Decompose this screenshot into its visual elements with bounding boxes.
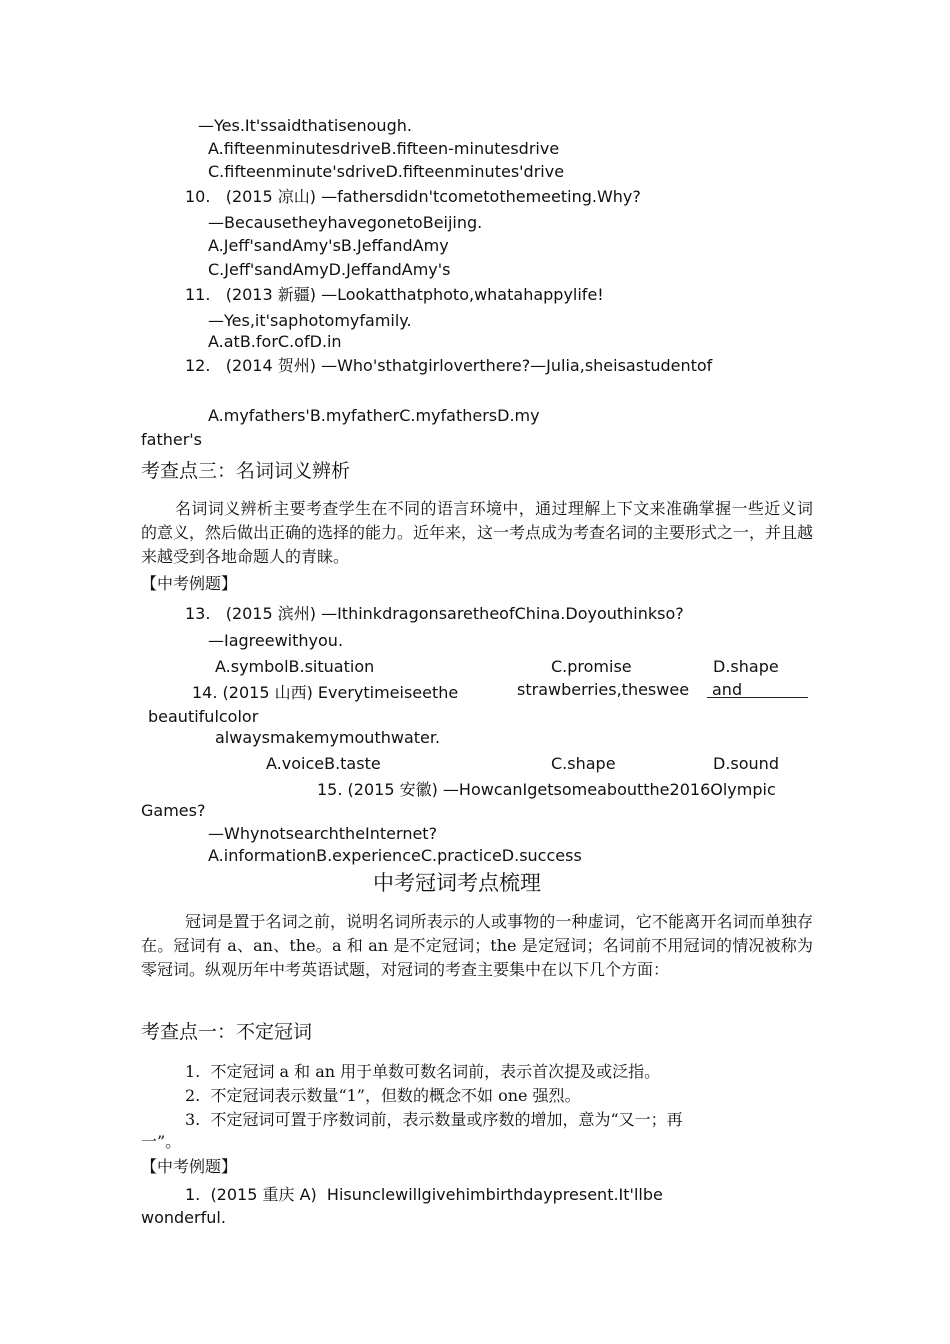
rule-item: 3. 不定冠词可置于序数词前，表示数量或序数的增加，意为“又一；再	[185, 1110, 683, 1129]
text-line: wonderful.	[141, 1208, 226, 1227]
text-line: —BecausetheyhavegonetoBeijing.	[208, 213, 483, 232]
question-11: 11. (2013 新疆) —Lookatthatphoto,whatahappylife!	[185, 285, 604, 304]
page-title: 中考冠词考点梳理	[373, 871, 541, 895]
rule-item: 1. 不定冠词 a 和 an 用于单数可数名词前，表示首次提及或泛指。	[185, 1062, 661, 1081]
question-12: 12. (2014 贺州) —Who'sthatgirloverthere?—Julia,sheisastudentof	[185, 356, 713, 375]
text-fragment: and	[712, 680, 743, 699]
answer-options: A.Jeff'sandAmy'sB.JeffandAmy	[208, 236, 449, 255]
question-10: 10. (2015 凉山) —fathersdidn'tcometothemeeting.Why?	[185, 187, 641, 206]
text-line: —Yes.It'ssaidthatisenough.	[198, 116, 412, 135]
text-line: alwaysmakemymouthwater.	[215, 728, 441, 747]
section-heading: 考查点一：不定冠词	[141, 1021, 313, 1043]
question-13: 13. (2015 滨州) —IthinkdragonsaretheofChina.Doyouthinkso?	[185, 604, 684, 623]
answer-options: A.voiceB.taste	[266, 754, 381, 773]
answer-option: C.promise	[551, 657, 632, 676]
rule-item: 2. 不定冠词表示数量“1”，但数的概念不如 one 强烈。	[185, 1086, 581, 1105]
text-line: —WhynotsearchtheInternet?	[208, 824, 438, 843]
text-fragment: strawberries,theswee	[517, 680, 690, 699]
text-line: —Yes,it'saphotomyfamily.	[208, 311, 412, 330]
text-line: Games?	[141, 801, 206, 820]
answer-option: C.shape	[551, 754, 616, 773]
answer-options: C.Jeff'sandAmyD.JeffandAmy's	[208, 260, 451, 279]
section-heading: 考查点三：名词词义辨析	[141, 460, 351, 482]
section-paragraph: 冠词是置于名词之前，说明名词所表示的人或事物的一种虚词，它不能离开名词而单独存在。冠词有 a、an、the。a 和 an 是不定冠词；the 是定冠词；名词前不用冠词的情况被称为零冠词。纵观历年中考英语试题，对冠词的考查主要集中在以下几个方面：	[141, 912, 813, 979]
example-label: 【中考例题】	[141, 574, 238, 593]
question-14: 14. (2015 山西) Everytimeiseethe	[192, 683, 459, 702]
question-a1: 1. (2015 重庆 A) Hisunclewillgivehimbirthdaypresent.It'llbe	[185, 1185, 663, 1204]
rule-item-cont: 一”。	[141, 1132, 182, 1151]
text-line: —Iagreewithyou.	[208, 631, 344, 650]
answer-options: A.myfathers'B.myfatherC.myfathersD.my	[208, 406, 540, 425]
section-paragraph: 名词词义辨析主要考查学生在不同的语言环境中，通过理解上下文来准确掌握一些近义词的意义，然后做出正确的选择的能力。近年来，这一考点成为考查名词的主要形式之一，并且越来越受到各地命题人的青睐。	[141, 499, 814, 566]
text-line: beautifulcolor	[148, 707, 259, 726]
answer-options: A.informationB.experienceC.practiceD.success	[208, 846, 582, 865]
answer-options: A.atB.forC.ofD.in	[208, 332, 342, 351]
answer-option: D.shape	[713, 657, 779, 676]
example-label: 【中考例题】	[141, 1157, 238, 1176]
answer-options: A.symbolB.situation	[215, 657, 375, 676]
blank-underline	[707, 697, 808, 698]
answer-options: C.fifteenminute'sdriveD.fifteenminutes'drive	[208, 162, 565, 181]
answer-options: A.fifteenminutesdriveB.fifteen-minutesdrive	[208, 139, 560, 158]
answer-option: D.sound	[713, 754, 779, 773]
answer-options-cont: father's	[141, 430, 203, 449]
question-15: 15. (2015 安徽) —HowcanIgetsomeaboutthe2016Olympic	[317, 780, 776, 799]
